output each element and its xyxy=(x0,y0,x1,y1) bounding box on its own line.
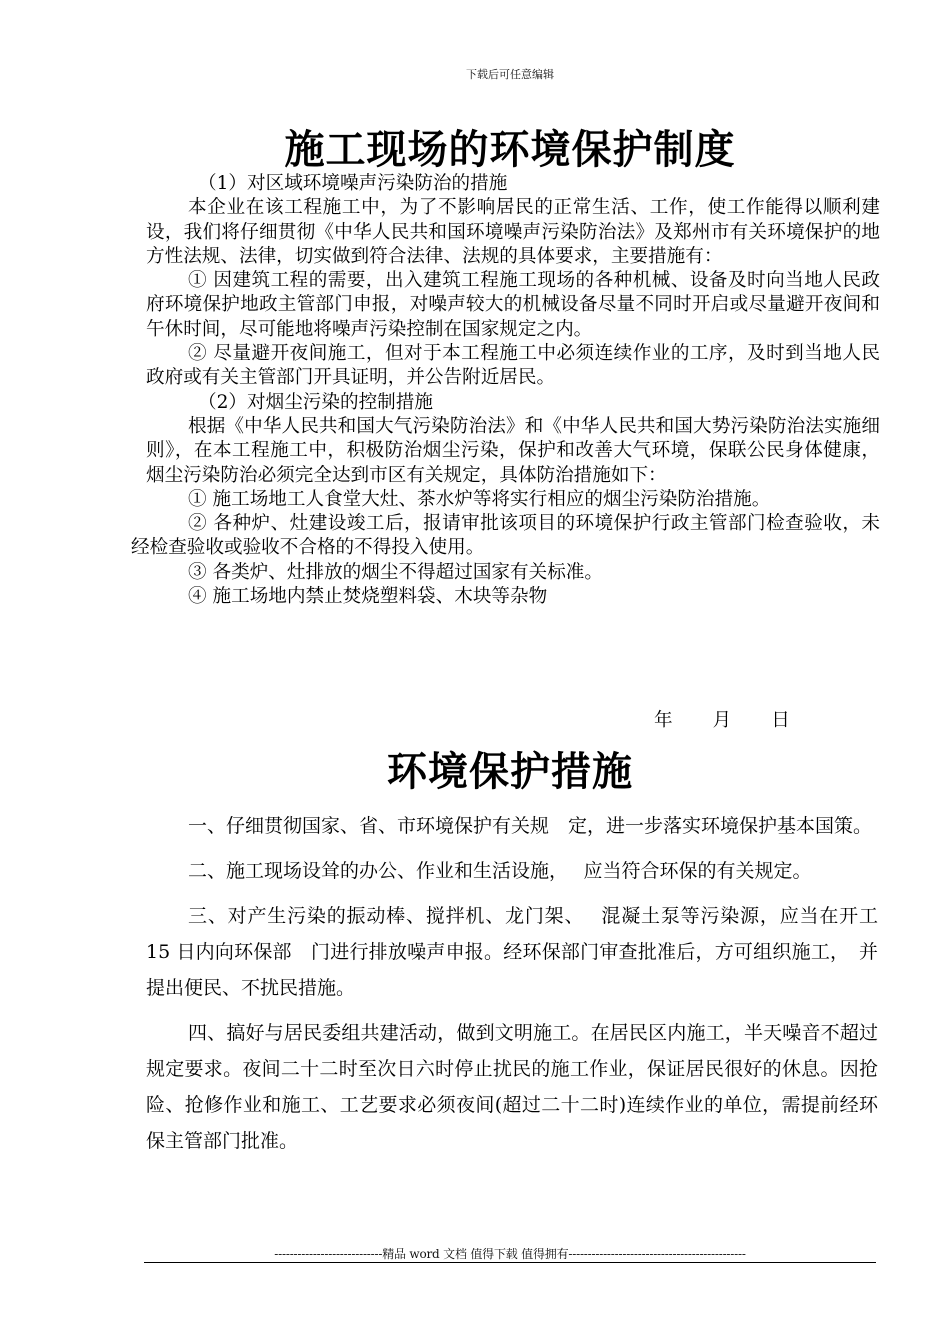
footer-rule xyxy=(144,1262,876,1263)
section-title: 环境保护措施 xyxy=(387,748,633,795)
list-item: ② 尽量避开夜间施工，但对于本工程施工中必须连续作业的工序，及时到当地人民政府或有关主管部门开具证明，并公告附近居民。 xyxy=(146,343,880,389)
list-item: ① 施工场地工人食堂大灶、茶水炉等将实行相应的烟尘污染防治措施。 xyxy=(188,488,771,510)
subheading-dust: （2）对烟尘污染的控制措施 xyxy=(198,391,433,413)
header-note: 下载后可任意编辑 xyxy=(466,68,554,81)
subheading-noise: （1）对区域环境噪声污染防治的措施 xyxy=(198,173,508,194)
date-month: 月 xyxy=(712,710,732,731)
footer-text: ----------------------------精品 word 文档 值得下载 值得拥有---------------------------------------------- xyxy=(274,1247,746,1261)
measure-item: 一、仔细贯彻国家、省、市环境保护有关规 定，进一步落实环境保护基本国策。 xyxy=(188,815,873,837)
measure-item: 三、对产生污染的振动棒、搅拌机、龙门架、 混凝土泵等污染源，应当在开工 15 日内向环保部 门进行排放噪声申报。经环保部门审查批准后，方可组织施工， 并提出便民、不扰民措施。 xyxy=(146,905,878,999)
measure-item: 二、施工现场设耸的办公、作业和生活设施， 应当符合环保的有关规定。 xyxy=(188,860,812,882)
section-measures xyxy=(146,808,878,1159)
measure-item: 四、搞好与居民委组共建活动，做到文明施工。在居民区内施工，半天噪音不超过规定要求。夜间二十二时至次日六时停止扰民的施工作业，保证居民很好的休息。因抢险、抢修作业和施工、工艺要求必须夜间(超过二十二时)连续作业的单位，需提前经环保主管部门批准。 xyxy=(146,1022,878,1152)
list-item: ④ 施工场地内禁止焚烧塑料袋、木块等杂物 xyxy=(188,586,548,608)
document-title: 施工现场的环境保护制度 xyxy=(284,126,736,173)
date-day: 日 xyxy=(771,710,790,731)
date-line xyxy=(654,706,790,732)
paragraph: 根据《中华人民共和国大气污染防治法》和《中华人民共和国大势污染防治法实施细则》，在本工程施工中，积极防治烟尘污染，保护和改善大气环境，保联公民身体健康，烟尘污染防治必须完全达到市区有关规定，具体防治措施如下： xyxy=(146,415,880,486)
list-item: ① 因建筑工程的需要，出入建筑工程施工现场的各种机械、设备及时向当地人民政府环境保护地政主管部门申报，对噪声较大的机械设备尽量不同时开启或尽量避开夜间和午休时间，尽可能地将噪声污染控制在国家规定之内。 xyxy=(146,270,880,340)
list-item: ② 各种炉、灶建设竣工后，报请审批该项目的环境保护行政主管部门检查验收，未经检查验收或验收不合格的不得投入使用。 xyxy=(131,513,880,559)
paragraph: 本企业在该工程施工中，为了不影响居民的正常生活、工作，使工作能得以顺利建设，我们将仔细贯彻《中华人民共和国环境噪声污染防治法》及郑州市有关环境保护的地方性法规、法律，切实做到符合法律、法规的具体要求，主要措施有： xyxy=(146,197,880,267)
section-noise-and-dust xyxy=(131,172,880,609)
date-year: 年 xyxy=(654,710,673,731)
list-item: ③ 各类炉、灶排放的烟尘不得超过国家有关标准。 xyxy=(188,561,603,583)
